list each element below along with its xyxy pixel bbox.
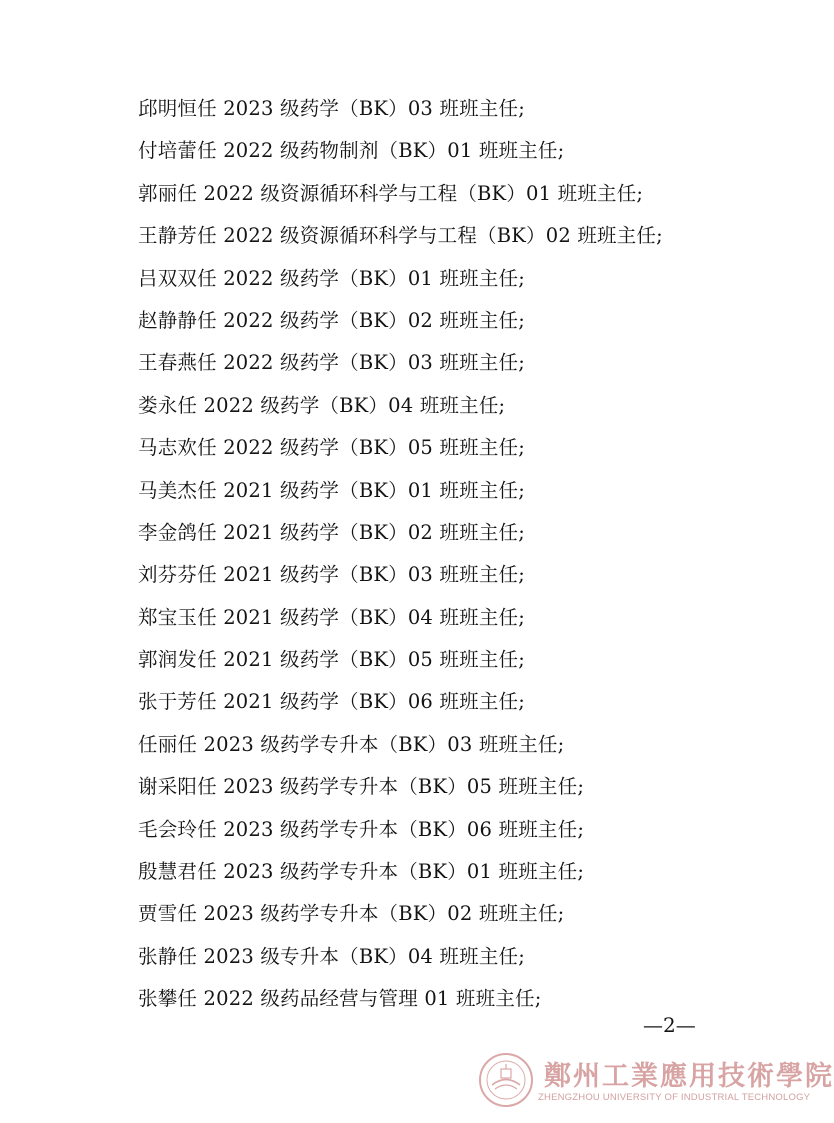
appointment-line: 郑宝玉任 2021 级药学（BK）04 班班主任; (138, 605, 526, 629)
college-seal-icon (478, 1052, 534, 1108)
appointment-line: 张静任 2023 级专升本（BK）04 班班主任; (138, 944, 526, 968)
appointment-line: 刘芬芬任 2021 级药学（BK）03 班班主任; (138, 563, 526, 587)
college-name-cn: 鄭州工業應用技術學院 (544, 1061, 834, 1092)
appointment-line: 谢采阳任 2023 级药学专升本（BK）05 班班主任; (138, 775, 585, 799)
appointment-line: 张攀任 2022 级药品经营与管理 01 班班主任; (138, 987, 542, 1011)
appointment-line: 马志欢任 2022 级药学（BK）05 班班主任; (138, 436, 526, 460)
appointment-line: 娄永任 2022 级药学（BK）04 班班主任; (138, 393, 506, 417)
college-name-en: ZHENGZHOU UNIVERSITY OF INDUSTRIAL TECHNOLOGY (538, 1092, 811, 1103)
appointment-line: 郭润发任 2021 级药学（BK）05 班班主任; (138, 648, 526, 672)
page-number: —2— (643, 1013, 696, 1037)
appointment-line: 毛会玲任 2023 级药学专升本（BK）06 班班主任; (138, 817, 585, 841)
appointment-line: 马美杰任 2021 级药学（BK）01 班班主任; (138, 478, 526, 502)
appointment-line: 王春燕任 2022 级药学（BK）03 班班主任; (138, 351, 526, 375)
appointment-line: 王静芳任 2022 级资源循环科学与工程（BK）02 班班主任; (138, 224, 663, 248)
appointment-line: 郭丽任 2022 级资源循环科学与工程（BK）01 班班主任; (138, 181, 644, 205)
appointment-line: 李金鸽任 2021 级药学（BK）02 班班主任; (138, 520, 526, 544)
appointment-line: 张于芳任 2021 级药学（BK）06 班班主任; (138, 690, 526, 714)
appointment-line: 任丽任 2023 级药学专升本（BK）03 班班主任; (138, 732, 565, 756)
appointment-line: 殷慧君任 2023 级药学专升本（BK）01 班班主任; (138, 860, 585, 884)
appointment-list (138, 88, 758, 1021)
appointment-line: 贾雪任 2023 级药学专升本（BK）02 班班主任; (138, 902, 565, 926)
appointment-line: 赵静静任 2022 级药学（BK）02 班班主任; (138, 308, 526, 332)
appointment-line: 吕双双任 2022 级药学（BK）01 班班主任; (138, 266, 526, 290)
appointment-line: 付培蕾任 2022 级药物制剂（BK）01 班班主任; (138, 139, 565, 163)
college-footer (478, 1050, 834, 1110)
appointment-line: 邱明恒任 2023 级药学（BK）03 班班主任; (138, 97, 526, 120)
